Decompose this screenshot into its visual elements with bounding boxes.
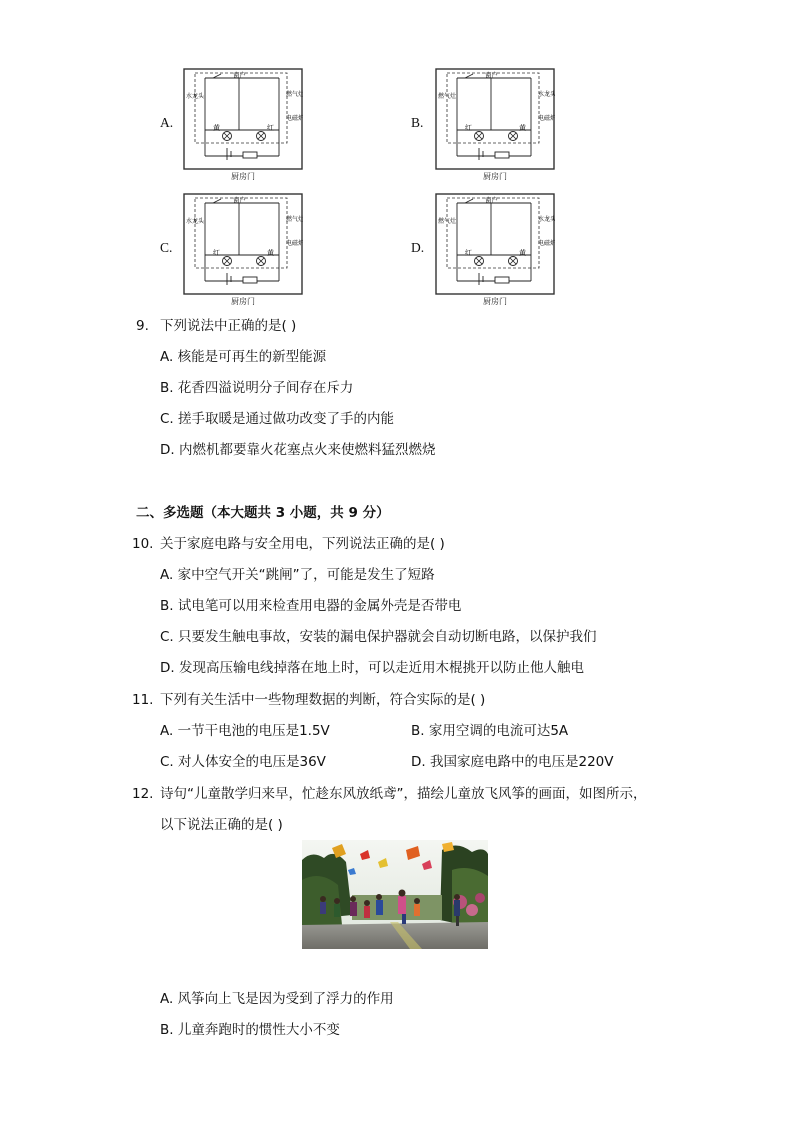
question-number: 10.	[132, 536, 154, 552]
circuit-diagram-d	[435, 193, 555, 295]
diagram-caption-d: 厨房门	[483, 297, 507, 306]
option-d: D. 发现高压输电线掉落在地上时，可以走近用木棍挑开以防止他人触电	[160, 660, 584, 676]
circuit-svg-d	[435, 193, 555, 295]
question-stem: 下列有关生活中一些物理数据的判断，符合实际的是( )	[160, 692, 486, 708]
option-c: C. 对人体安全的电压是36V	[160, 754, 326, 770]
question-stem-line-1: 诗句“儿童散学归来早，忙趁东风放纸鸢”，描绘儿童放飞风筝的画面，如图所示，	[160, 786, 647, 802]
circuit-diagram-b	[435, 68, 555, 170]
option-d: D. 内燃机都要靠火花塞点火来使燃料猛烈燃烧	[160, 442, 436, 458]
option-letter-b: B.	[411, 115, 424, 130]
lamp-2-label: 红	[267, 124, 274, 132]
left-device-label: 燃气灶	[438, 218, 457, 225]
left-device-label: 水龙头	[186, 93, 205, 100]
right-bottom-device-label: 电磁炉	[538, 240, 555, 247]
kite-photo-svg	[302, 840, 488, 949]
window-label: 窗户	[233, 71, 246, 79]
right-bottom-device-label: 电磁炉	[538, 115, 555, 122]
circuit-diagram-a	[183, 68, 303, 170]
diagram-caption-b: 厨房门	[483, 172, 507, 181]
lamp-2-label: 黄	[519, 249, 526, 257]
option-a: A. 风筝向上飞是因为受到了浮力的作用	[160, 991, 394, 1007]
option-b: B. 家用空调的电流可达5A	[411, 723, 569, 739]
question-number: 12.	[132, 786, 154, 802]
right-top-device-label: 水龙头	[538, 216, 555, 223]
circuit-svg-b	[435, 68, 555, 170]
diagram-caption-a: 厨房门	[231, 172, 255, 181]
window-label: 窗户	[233, 196, 246, 204]
option-b: B. 儿童奔跑时的惯性大小不变	[160, 1022, 340, 1038]
option-letter-d: D.	[411, 240, 425, 255]
option-b: B. 花香四溢说明分子间存在斥力	[160, 380, 354, 396]
question-stem: 关于家庭电路与安全用电，下列说法正确的是( )	[160, 536, 445, 552]
option-c: C. 只要发生触电事故，安装的漏电保护器就会自动切断电路，以保护我们	[160, 629, 597, 645]
lamp-1-label: 红	[465, 124, 472, 132]
lamp-1-label: 黄	[213, 124, 220, 132]
right-bottom-device-label: 电磁炉	[286, 240, 303, 247]
right-top-device-label: 水龙头	[538, 91, 555, 98]
circuit-diagram-c	[183, 193, 303, 295]
lamp-2-label: 黄	[519, 124, 526, 132]
kite-photo	[302, 840, 488, 949]
lamp-2-label: 黄	[267, 249, 274, 257]
option-a: A. 一节干电池的电压是1.5V	[160, 723, 330, 739]
section-heading: 二、多选题（本大题共 3 小题，共 9 分）	[136, 505, 390, 521]
window-label: 窗户	[485, 196, 498, 204]
circuit-svg-a	[183, 68, 303, 170]
question-stem: 下列说法中正确的是( )	[160, 318, 297, 334]
right-top-device-label: 燃气灶	[286, 91, 303, 98]
window-label: 窗户	[485, 71, 498, 79]
circuit-svg-c	[183, 193, 303, 295]
lamp-1-label: 红	[213, 249, 220, 257]
option-letter-c: C.	[160, 240, 173, 255]
question-stem-line-2: 以下说法正确的是( )	[160, 817, 283, 833]
option-a: A. 家中空气开关“跳闸”了，可能是发生了短路	[160, 567, 435, 583]
right-top-device-label: 燃气灶	[286, 216, 303, 223]
left-device-label: 水龙头	[186, 218, 205, 225]
question-number: 11.	[132, 692, 154, 708]
left-device-label: 燃气灶	[438, 93, 457, 100]
right-bottom-device-label: 电磁炉	[286, 115, 303, 122]
option-a: A. 核能是可再生的新型能源	[160, 349, 327, 365]
question-number: 9.	[136, 318, 149, 334]
option-letter-a: A.	[160, 115, 174, 130]
option-b: B. 试电笔可以用来检查用电器的金属外壳是否带电	[160, 598, 462, 614]
lamp-1-label: 红	[465, 249, 472, 257]
option-d: D. 我国家庭电路中的电压是220V	[411, 754, 614, 770]
diagram-caption-c: 厨房门	[231, 297, 255, 306]
option-c: C. 搓手取暖是通过做功改变了手的内能	[160, 411, 395, 427]
